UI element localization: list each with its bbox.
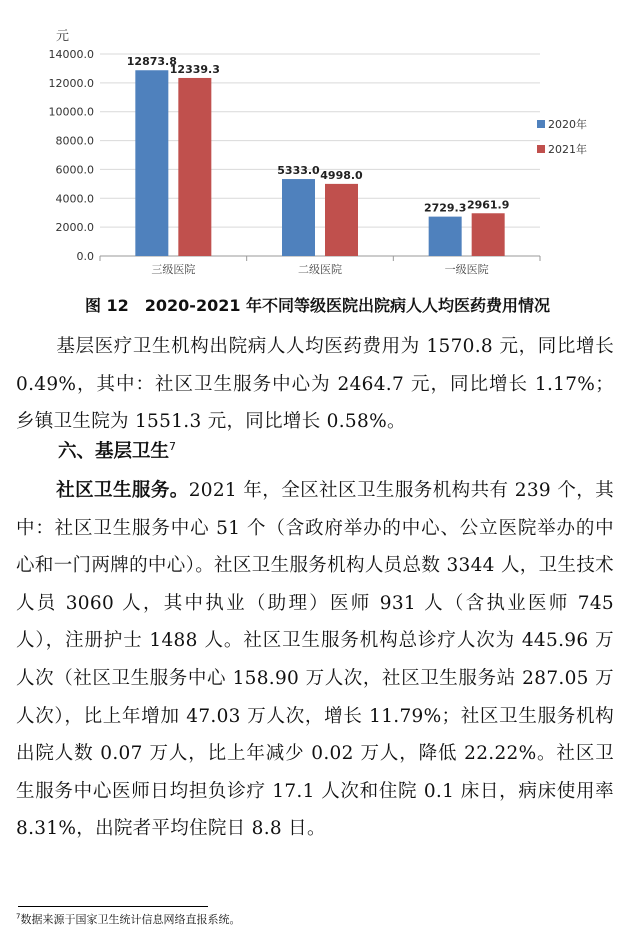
bars (135, 70, 504, 256)
legend (537, 117, 587, 156)
value-label: 12873.8 (126, 55, 177, 69)
bar (472, 213, 505, 256)
y-tick-labels (49, 48, 95, 263)
bar (178, 78, 211, 256)
category-label: 一级医院 (444, 263, 489, 276)
y-tick-label: 8000.0 (55, 134, 94, 148)
footnote-mark: 7 (16, 912, 21, 921)
bar-chart (0, 0, 635, 290)
y-tick-label: 0.0 (76, 250, 94, 263)
footnote-text: 数据来源于国家卫生统计信息网络直报系统。 (20, 913, 241, 926)
y-tick-label: 4000.0 (55, 192, 94, 206)
y-tick-label: 2000.0 (55, 221, 94, 235)
category-label: 三级医院 (151, 263, 196, 276)
legend-label: 2021年 (548, 143, 587, 156)
footnote (16, 911, 240, 927)
y-tick-label: 12000.0 (48, 76, 94, 90)
section-heading-text: 六、基层卫生 (58, 441, 170, 462)
figure-caption: 图 12 2020-2021 年不同等级医院出院病人人均医药费用情况 (84, 296, 551, 315)
legend-swatch (537, 120, 545, 128)
value-label: 2729.3 (423, 201, 467, 215)
paragraph-lead: 社区卫生服务。 (56, 480, 189, 501)
y-tick-label: 14000.0 (48, 48, 94, 61)
y-tick-label: 10000.0 (48, 105, 94, 119)
paragraph-cost-text: 基层医疗卫生机构出院病人人均医药费用为 1570.8 元，同比增长 0.49%，其中：社区卫生服务中心为 2464.7 元，同比增长 1.17%；乡镇卫生院为 1551.3 元，同比增长 0.58%。 (16, 336, 614, 433)
legend-label: 2020年 (548, 118, 587, 131)
bar (325, 184, 358, 256)
value-label: 12339.3 (169, 62, 220, 76)
bar (135, 70, 168, 256)
value-label: 4998.0 (320, 168, 363, 182)
legend-swatch (537, 145, 545, 153)
paragraph-community-text: 2021 年，全区社区卫生服务机构共有 239 个，其中：社区卫生服务中心 51 个（含政府举办的中心、公立医院举办的中心和一门两牌的中心）。社区卫生服务机构人员总数 3344 人，卫生技术人员 3060 人，其中执业（助理）医师 931 人（含执业医师 745 人），注册护士 1488 人。社区卫生服务机构总诊疗人次为 445.96 万人次（社区卫生服务中心 158.90 万人次，社区卫生服务站 287.05 万人次），比上年增加 47.03 万人次，增长 11.79%；社区卫生服务机构出院人数 0.07 万人，比上年减少 0.02 万人，降低 22.22%。社区卫生服务中心医师日均担负诊疗 17.1 人次和住院 0.1 床日，病床使用率 8.31%，出院者平均住院日 8.8 日。 (16, 480, 614, 840)
y-tick-label: 6000.0 (55, 163, 94, 177)
paragraph-community (16, 472, 614, 848)
value-label: 5333.0 (277, 164, 320, 178)
value-label: 2961.9 (466, 198, 510, 212)
y-unit-label: 元 (56, 29, 70, 44)
category-label: 二级医院 (298, 263, 342, 276)
section-heading (58, 437, 176, 463)
bar (282, 179, 315, 256)
bar (429, 217, 462, 256)
category-labels (151, 262, 488, 276)
footnote-divider (18, 906, 208, 907)
footnote-ref: 7 (169, 439, 177, 453)
paragraph-cost (16, 328, 614, 441)
